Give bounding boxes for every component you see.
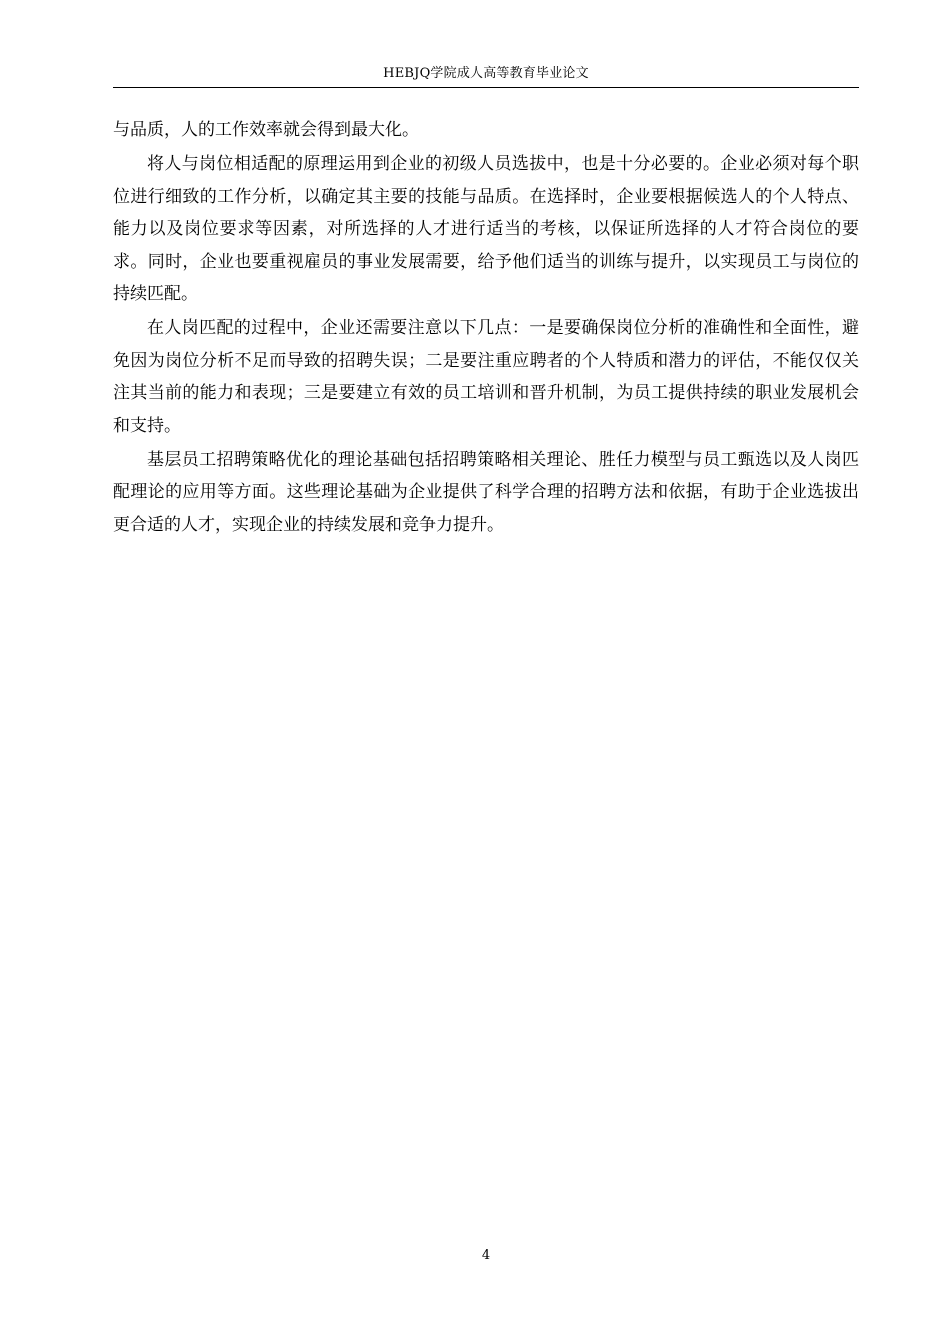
paragraph: 在人岗匹配的过程中，企业还需要注意以下几点：一是要确保岗位分析的准确性和全面性，避免因为岗位分析不足而导致的招聘失误；二是要注重应聘者的个人特质和潜力的评估，不能仅仅关注其当前的能力和表现；三是要建立有效的员工培训和晋升机制，为员工提供持续的职业发展机会和支持。 [113, 318, 859, 436]
page-header: HEBJQ学院成人高等教育毕业论文 [383, 66, 589, 81]
body-text [113, 114, 859, 543]
paragraph: 将人与岗位相适配的原理运用到企业的初级人员选拔中，也是十分必要的。企业必须对每个职位进行细致的工作分析，以确定其主要的技能与品质。在选择时，企业要根据候选人的个人特点、能力以及岗位要求等因素，对所选择的人才进行适当的考核，以保证所选择的人才符合岗位的要求。同时，企业也要重视雇员的事业发展需要，给予他们适当的训练与提升，以实现员工与岗位的持续匹配。 [113, 154, 859, 305]
header-divider [113, 87, 859, 88]
paragraph-continuation: 与品质，人的工作效率就会得到最大化。 [113, 120, 419, 140]
paragraph: 基层员工招聘策略优化的理论基础包括招聘策略相关理论、胜任力模型与员工甄选以及人岗匹配理论的应用等方面。这些理论基础为企业提供了科学合理的招聘方法和依据，有助于企业选拔出更合适的人才，实现企业的持续发展和竞争力提升。 [113, 450, 859, 535]
page-number: 4 [481, 1248, 491, 1263]
